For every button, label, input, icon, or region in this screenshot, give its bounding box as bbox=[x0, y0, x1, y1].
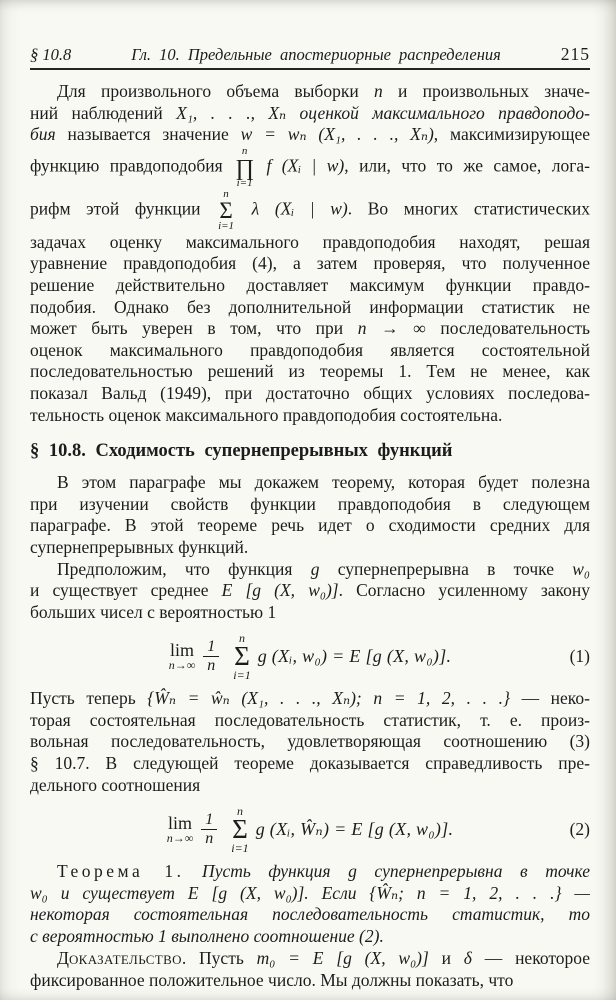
text-line bbox=[30, 688, 590, 710]
text-line bbox=[30, 710, 590, 732]
text-line bbox=[30, 494, 590, 516]
text-segment: w = wₙ (X₁, . . ., Xₙ) bbox=[240, 124, 434, 145]
text-segment: Теорема 1. bbox=[57, 861, 185, 882]
text-segment: — некоторое bbox=[471, 947, 590, 968]
text-segment: Пусть теперь bbox=[30, 688, 148, 709]
text-line bbox=[30, 361, 590, 383]
text-line bbox=[30, 81, 590, 103]
big-operator-stack: n ∏ i=1 bbox=[235, 144, 255, 189]
text-segment: последовательность bbox=[425, 318, 590, 339]
text-segment: . Пусть bbox=[181, 947, 257, 968]
text-segment bbox=[256, 155, 266, 175]
text-segment: некоторая состоятельная последовательность статистик, то bbox=[30, 904, 590, 925]
text-segment: больших чисел с вероятностью 1 bbox=[30, 601, 277, 622]
text-line bbox=[30, 515, 590, 537]
limit-operator bbox=[169, 641, 196, 672]
text-line bbox=[30, 537, 590, 559]
text-segment: подобия. Однако без дополнительной информации статистик не bbox=[30, 296, 590, 317]
text-line bbox=[30, 602, 590, 624]
text-segment: и произвольных значе- bbox=[382, 81, 590, 101]
text-line bbox=[30, 103, 590, 125]
text-line bbox=[30, 948, 590, 971]
big-operator-stack: n Σ i=1 bbox=[218, 187, 235, 232]
text-segment: последовательностью решений из теоремы 1. Тем не менее, как bbox=[30, 361, 590, 382]
text-segment: с вероятностью 1 выполнено соотношение (2). bbox=[30, 926, 384, 947]
text-segment: называется значение bbox=[55, 124, 241, 145]
equation-number: (1) bbox=[569, 646, 590, 667]
text-line bbox=[30, 146, 590, 189]
running-head-section: § 10.8 bbox=[30, 45, 72, 64]
lim-symbol: lim bbox=[169, 640, 194, 661]
equation-body: g (Xᵢ, w₀) = E [g (X, w₀)]. bbox=[257, 646, 452, 667]
lim-symbol: lim bbox=[167, 813, 192, 834]
text-line bbox=[30, 405, 590, 427]
text-segment: тельность оценок максимального правдоподобия состоятельна. bbox=[30, 404, 503, 425]
paragraph-proof bbox=[30, 948, 590, 992]
sum-upper-limit: n bbox=[236, 804, 243, 819]
text-segment: E [g (X, w₀)] bbox=[221, 580, 339, 601]
text-segment: решение действительно доставляет максимум функции правдо- bbox=[30, 274, 590, 295]
text-segment: f (Xᵢ | w) bbox=[266, 155, 345, 176]
fraction bbox=[201, 811, 217, 848]
sigma-symbol: Σ bbox=[234, 641, 250, 672]
text-segment: задачах оценку максимального правдоподобия находят, решая bbox=[30, 231, 590, 252]
text-line bbox=[30, 383, 590, 405]
header-rule bbox=[30, 68, 590, 70]
text-segment: , или, что то же самое, лога- bbox=[344, 155, 590, 176]
fraction-numerator: 1 bbox=[201, 811, 217, 830]
section-heading: § 10.8. Сходимость супернепрерывных функций bbox=[30, 441, 453, 462]
equation-number: (2) bbox=[569, 819, 590, 840]
text-line bbox=[30, 472, 590, 494]
lim-subscript: n→∞ bbox=[166, 831, 194, 846]
text-line bbox=[30, 189, 590, 232]
text-segment: может быть уверен в том, что при bbox=[30, 318, 358, 339]
text-segment: дельного соотношения bbox=[30, 774, 201, 795]
text-segment: торая состоятельная последовательность статистик, т. е. произ- bbox=[30, 709, 590, 730]
text-segment: Предположим, что функция bbox=[57, 558, 311, 579]
lim-subscript: n→∞ bbox=[168, 658, 196, 673]
text-segment: оценок максимального правдоподобия является состоятельной bbox=[30, 339, 590, 360]
sum-operator bbox=[231, 805, 248, 854]
text-line bbox=[30, 232, 590, 254]
text-segment: при изучении свойств функции правдоподобия в следующем bbox=[30, 493, 590, 514]
fraction-denominator: n bbox=[207, 657, 216, 675]
text-segment: X₁, . . ., Xₙ оценкой максимального правдоподо- bbox=[176, 102, 590, 123]
text-segment: — неко- bbox=[509, 688, 591, 709]
page-number: 215 bbox=[560, 44, 590, 64]
limit-operator bbox=[167, 814, 194, 845]
text-segment: λ (Xᵢ | w) bbox=[251, 198, 348, 219]
text-segment: Для произвольного объема выборки bbox=[57, 81, 374, 101]
text-segment: Пусть функция g супернепрерывна в точке bbox=[184, 861, 590, 882]
sum-lower-limit: i=1 bbox=[231, 841, 249, 856]
text-segment: n → ∞ bbox=[357, 318, 426, 339]
text-segment: и существует среднее bbox=[30, 580, 222, 601]
running-head-title: Гл. 10. Предельные апостериорные распределения bbox=[131, 45, 501, 64]
text-line bbox=[30, 275, 590, 297]
text-line bbox=[30, 340, 590, 362]
text-segment: . Согласно усиленному закону bbox=[338, 580, 590, 601]
text-segment: показал Вальд (1949), при достаточно общих условиях последова- bbox=[30, 382, 590, 403]
equation-1 bbox=[30, 632, 590, 681]
equation-body: g (Xᵢ, Ŵₙ) = E [g (X, w₀)]. bbox=[255, 819, 454, 840]
text-segment: супернепрерывных функций. bbox=[30, 536, 249, 557]
text-line bbox=[30, 904, 590, 926]
text-line bbox=[30, 926, 590, 948]
sum-lower-limit: i=1 bbox=[233, 668, 251, 683]
text-segment: Д bbox=[57, 947, 69, 968]
text-line bbox=[30, 883, 590, 905]
text-segment bbox=[236, 198, 252, 218]
text-segment: параграфе. В этой теореме речь идет о сходимости средних для bbox=[30, 515, 590, 536]
fraction bbox=[203, 638, 219, 675]
text-segment: вольная последовательность, удовлетворяющая соотношению (3) bbox=[30, 731, 590, 752]
text-segment: g bbox=[310, 558, 320, 579]
text-segment: функцию правдоподобия bbox=[30, 155, 234, 176]
paragraph-suppose bbox=[30, 559, 590, 624]
text-line bbox=[30, 124, 590, 146]
sigma-symbol: Σ bbox=[232, 814, 248, 845]
text-segment: В этом параграфе мы докажем теорему, которая будет полезна bbox=[57, 472, 590, 493]
text-segment: δ bbox=[463, 947, 472, 968]
text-segment: n bbox=[373, 81, 383, 101]
text-segment: w₀ bbox=[572, 558, 591, 579]
paragraph-theorem-1 bbox=[30, 861, 590, 947]
text-line bbox=[30, 970, 590, 992]
text-segment: супернепрерывна в точке bbox=[319, 558, 573, 579]
text-segment: . Во многих статистических bbox=[347, 198, 590, 219]
text-line bbox=[30, 580, 590, 602]
text-segment: рифм этой функции bbox=[30, 198, 217, 219]
text-segment: ОКАЗАТЕЛЬСТВО bbox=[68, 951, 182, 967]
equation-2 bbox=[30, 805, 590, 854]
sum-upper-limit: n bbox=[238, 631, 245, 646]
text-segment: ний наблюдений bbox=[30, 102, 177, 123]
text-segment: фиксированное положительное число. Мы должны показать, что bbox=[30, 970, 514, 991]
fraction-denominator: n bbox=[205, 830, 214, 848]
text-line bbox=[30, 753, 590, 775]
paragraph-consistent-sequence bbox=[30, 688, 590, 796]
text-line bbox=[30, 861, 590, 883]
text-segment: § 10.7. В следующей теореме доказывается справедливость пре- bbox=[30, 753, 590, 774]
sum-operator bbox=[233, 632, 250, 681]
running-head bbox=[30, 44, 590, 65]
text-segment: m₀ = E [g (X, w₀)] bbox=[256, 947, 429, 968]
text-line bbox=[30, 731, 590, 753]
text-line bbox=[30, 253, 590, 275]
fraction-numerator: 1 bbox=[203, 638, 219, 657]
text-segment: , максимизирующее bbox=[433, 124, 590, 145]
text-line bbox=[30, 318, 590, 340]
text-segment: {Ŵₙ = ŵₙ (X₁, . . ., Xₙ); n = 1, 2, . . .} bbox=[147, 688, 510, 709]
text-line bbox=[30, 775, 590, 797]
text-segment: бия bbox=[30, 124, 56, 145]
text-line bbox=[30, 297, 590, 319]
text-segment: и bbox=[428, 947, 464, 968]
paragraph-overview bbox=[30, 472, 590, 558]
text-segment: w₀ и существует E [g (X, w₀)]. Если {Ŵₙ; n = 1, 2, . . .} — bbox=[30, 882, 590, 903]
text-line bbox=[30, 559, 590, 581]
text-segment: уравнение правдоподобия (4), а затем проверяя, что полученное bbox=[30, 253, 590, 274]
paragraph-mle-intro bbox=[30, 81, 590, 426]
